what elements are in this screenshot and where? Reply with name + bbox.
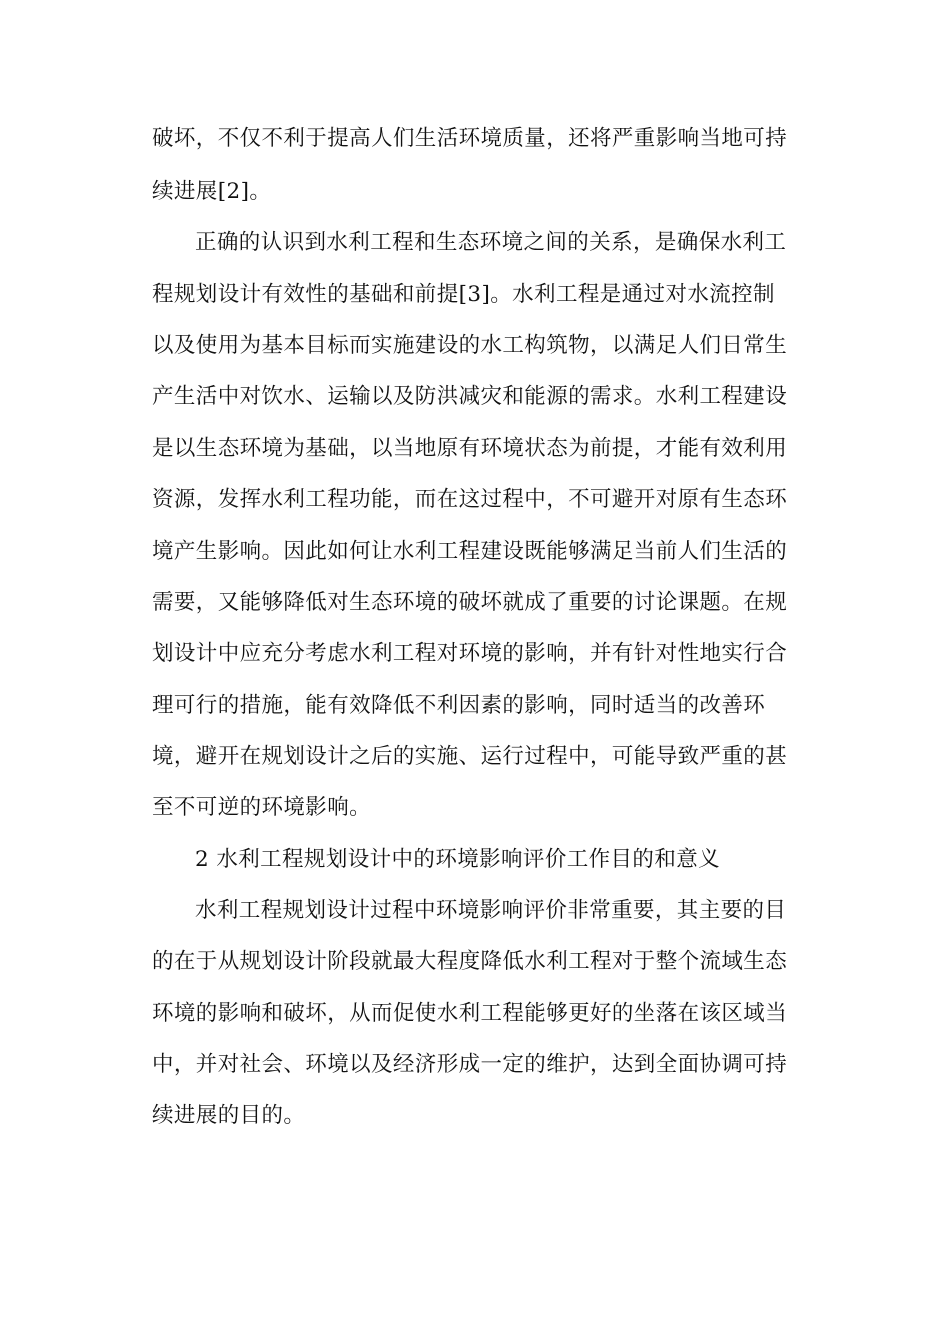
- text-line: 是以生态环境为基础，以当地原有环境状态为前提，才能有效利用: [152, 436, 788, 461]
- section-heading: 2 水利工程规划设计中的环境影响评价工作目的和意义: [195, 847, 721, 872]
- text-line: 破坏，不仅不利于提高人们生活环境质量，还将严重影响当地可持: [152, 126, 788, 151]
- text-line: 续进展的目的。: [152, 1103, 306, 1128]
- text-line: 环境的影响和破坏，从而促使水利工程能够更好的坐落在该区域当: [152, 1001, 788, 1026]
- text-line: 以及使用为基本目标而实施建设的水工构筑物，以满足人们日常生: [152, 333, 788, 358]
- text-line: 至不可逆的环境影响。: [152, 795, 372, 820]
- paragraph-first-line: 正确的认识到水利工程和生态环境之间的关系，是确保水利工: [195, 230, 787, 255]
- text-line: 程规划设计有效性的基础和前提[3]。水利工程是通过对水流控制: [152, 282, 775, 307]
- text-line: 的在于从规划设计阶段就最大程度降低水利工程对于整个流域生态: [152, 949, 788, 974]
- paragraph-first-line: 水利工程规划设计过程中环境影响评价非常重要，其主要的目: [195, 898, 787, 923]
- text-line: 划设计中应充分考虑水利工程对环境的影响，并有针对性地实行合: [152, 641, 788, 666]
- text-line: 需要，又能够降低对生态环境的破坏就成了重要的讨论课题。在规: [152, 590, 788, 615]
- text-line: 续进展[2]。: [152, 179, 272, 204]
- text-line: 境产生影响。因此如何让水利工程建设既能够满足当前人们生活的: [152, 539, 788, 564]
- text-line: 理可行的措施，能有效降低不利因素的影响，同时适当的改善环: [152, 693, 766, 718]
- text-line: 境，避开在规划设计之后的实施、运行过程中，可能导致严重的甚: [152, 744, 788, 769]
- text-line: 产生活中对饮水、运输以及防洪减灾和能源的需求。水利工程建设: [152, 384, 788, 409]
- text-line: 资源，发挥水利工程功能，而在这过程中，不可避开对原有生态环: [152, 487, 788, 512]
- text-line: 中，并对社会、环境以及经济形成一定的维护，达到全面协调可持: [152, 1052, 788, 1077]
